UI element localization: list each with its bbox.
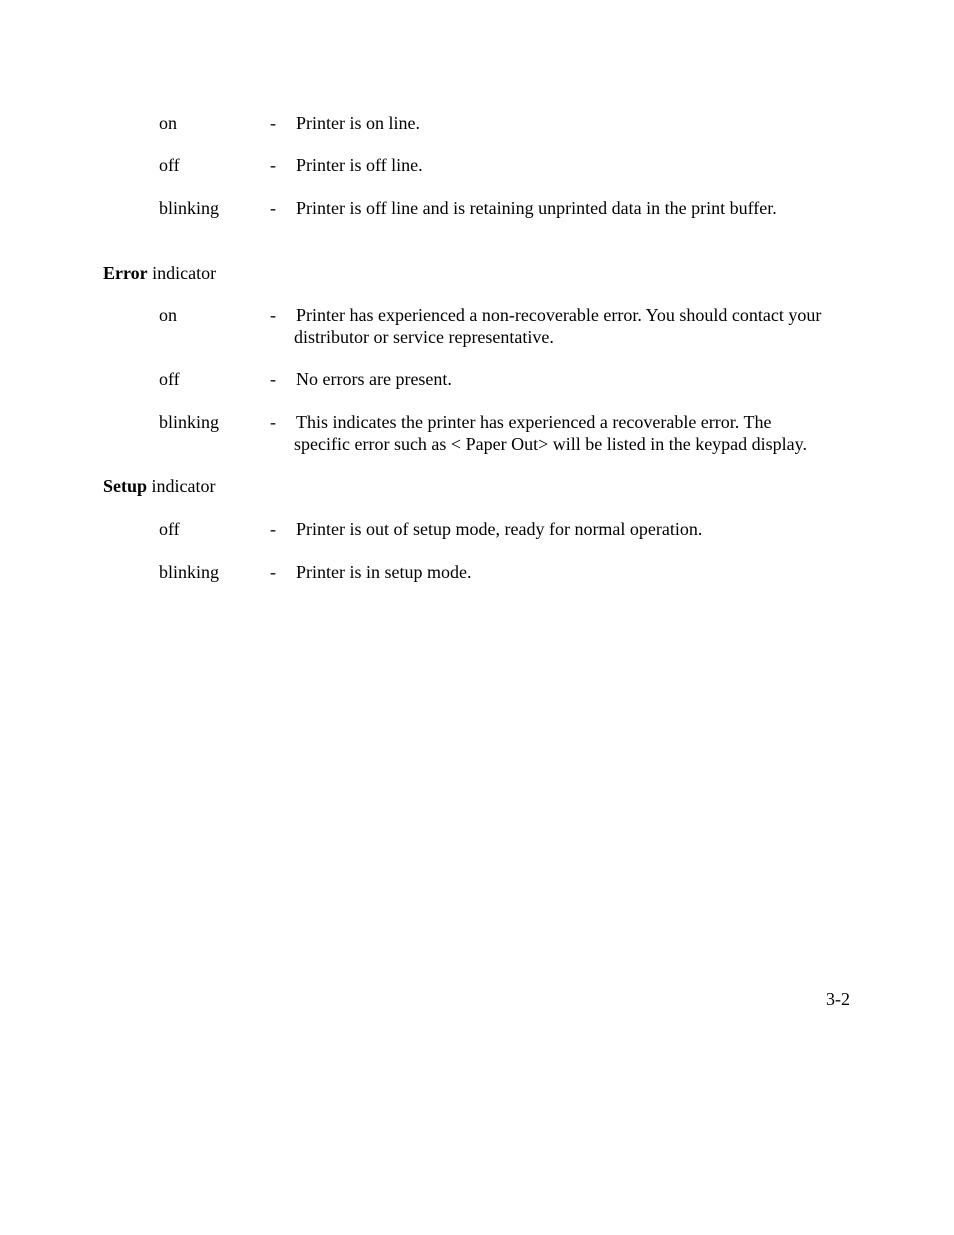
separator-dash: - — [270, 369, 276, 389]
state-description: Printer is on line. — [296, 113, 420, 133]
state-description-continued: distributor or service representative. — [294, 327, 554, 347]
heading-suffix: indicator — [147, 263, 217, 283]
heading-suffix: indicator — [147, 476, 216, 496]
heading-bold-term: Setup — [103, 476, 148, 496]
state-label: on — [159, 305, 177, 325]
state-label: off — [159, 155, 180, 175]
setup-indicator-heading — [103, 475, 216, 497]
state-label: blinking — [159, 562, 220, 582]
state-label: blinking — [159, 412, 220, 432]
state-description: Printer is in setup mode. — [296, 562, 472, 582]
state-label: on — [159, 113, 177, 133]
separator-dash: - — [270, 155, 276, 175]
separator-dash: - — [270, 198, 276, 218]
separator-dash: - — [270, 519, 276, 539]
state-description: This indicates the printer has experienced a recoverable error. The — [296, 412, 772, 432]
state-description: Printer is out of setup mode, ready for normal operation. — [296, 519, 703, 539]
state-description: Printer is off line and is retaining unprinted data in the print buffer. — [296, 198, 777, 218]
state-description-continued: specific error such as < Paper Out> will be listed in the keypad display. — [294, 434, 807, 454]
separator-dash: - — [270, 562, 276, 582]
page-number: 3-2 — [826, 989, 850, 1009]
state-label: off — [159, 369, 180, 389]
state-description: No errors are present. — [296, 369, 452, 389]
separator-dash: - — [270, 412, 276, 432]
state-label: off — [159, 519, 180, 539]
error-indicator-heading — [103, 262, 216, 284]
separator-dash: - — [270, 305, 276, 325]
state-description: Printer is off line. — [296, 155, 423, 175]
state-description: Printer has experienced a non-recoverable error. You should contact your — [296, 305, 822, 325]
separator-dash: - — [270, 113, 276, 133]
state-label: blinking — [159, 198, 220, 218]
heading-bold-term: Error — [103, 263, 148, 283]
